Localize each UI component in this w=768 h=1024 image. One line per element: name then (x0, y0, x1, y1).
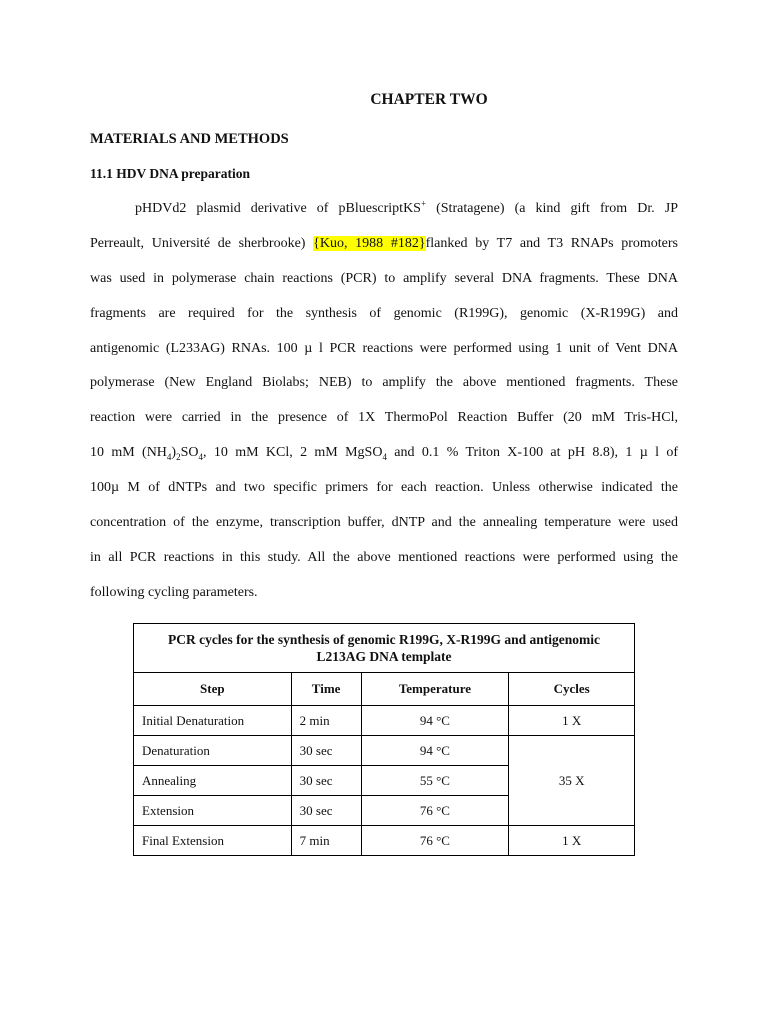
cell-time: 30 sec (291, 736, 361, 766)
table-caption: PCR cycles for the synthesis of genomic R199G, X-R199G and antigenomic L213AG DNA template (134, 624, 635, 673)
table-header-row (134, 673, 635, 706)
cell-time: 30 sec (291, 796, 361, 826)
cell-temperature: 76 °C (361, 826, 509, 856)
paragraph-line: 100µ M of dNTPs and two specific primers for each reaction. Unless otherwise indicated the (90, 480, 678, 496)
section-heading: MATERIALS AND METHODS (90, 131, 289, 147)
paragraph-line: 10 mM $(NH_4)_2SO_4$, 10 mM KCl, 2 mM MgSO$_4$ and 0.1 % Triton X-100 at pH 8.8), 1 µ l of (90, 445, 679, 463)
cell-temperature: 55 °C (361, 766, 509, 796)
chapter-title: CHAPTER TWO (370, 91, 488, 108)
table-row (134, 706, 635, 736)
paragraph-line: concentration of the enzyme, transcription buffer, dNTP and the annealing temperature were used (90, 515, 678, 531)
paragraph-line: pHDVd2 plasmid derivative of pBluescriptKS+ (Stratagene) (a kind gift from Dr. JP (135, 198, 678, 216)
header-temperature: Temperature (361, 673, 509, 706)
cell-time: 30 sec (291, 766, 361, 796)
cell-cycles-merged: 35 X (509, 736, 635, 826)
body-paragraph (90, 196, 678, 615)
cell-cycles: 1 X (509, 706, 635, 736)
header-cycles: Cycles (509, 673, 635, 706)
cell-time: 7 min (291, 826, 361, 856)
cell-step: Extension (134, 796, 292, 826)
paragraph-line: Perreault, Université de sherbrooke) {Kuo, 1988 #182}flanked by T7 and T3 RNAPs promoters (90, 235, 678, 251)
citation-highlight: {Kuo, 1988 #182} (313, 235, 426, 251)
cell-temperature: 76 °C (361, 796, 509, 826)
paragraph-line: in all PCR reactions in this study. All the above mentioned reactions were performed using the (90, 549, 678, 565)
paragraph-line: polymerase (New England Biolabs; NEB) to amplify the above mentioned fragments. These (90, 375, 678, 391)
paragraph-line: antigenomic (L233AG) RNAs. 100 µ l PCR reactions were performed using 1 unit of Vent DNA (90, 340, 678, 356)
cell-step: Annealing (134, 766, 292, 796)
paragraph-line: following cycling parameters. (90, 584, 258, 600)
pcr-cycles-table (133, 623, 635, 856)
cell-temperature: 94 °C (361, 706, 509, 736)
cell-temperature: 94 °C (361, 736, 509, 766)
subsection-heading: 11.1 HDV DNA preparation (90, 166, 251, 181)
cell-step: Initial Denaturation (134, 706, 292, 736)
header-step: Step (134, 673, 292, 706)
paragraph-line: fragments are required for the synthesis of genomic (R199G), genomic (X-R199G) and (90, 305, 678, 321)
cell-time: 2 min (291, 706, 361, 736)
cell-cycles: 1 X (509, 826, 635, 856)
cell-step: Denaturation (134, 736, 292, 766)
cell-step: Final Extension (134, 826, 292, 856)
table-row (134, 826, 635, 856)
paragraph-line: reaction were carried in the presence of 1X ThermoPol Reaction Buffer (20 mM Tris-HCl, (90, 410, 678, 426)
header-time: Time (291, 673, 361, 706)
table-row (134, 736, 635, 766)
paragraph-line: was used in polymerase chain reactions (PCR) to amplify several DNA fragments. These DNA (90, 270, 678, 286)
